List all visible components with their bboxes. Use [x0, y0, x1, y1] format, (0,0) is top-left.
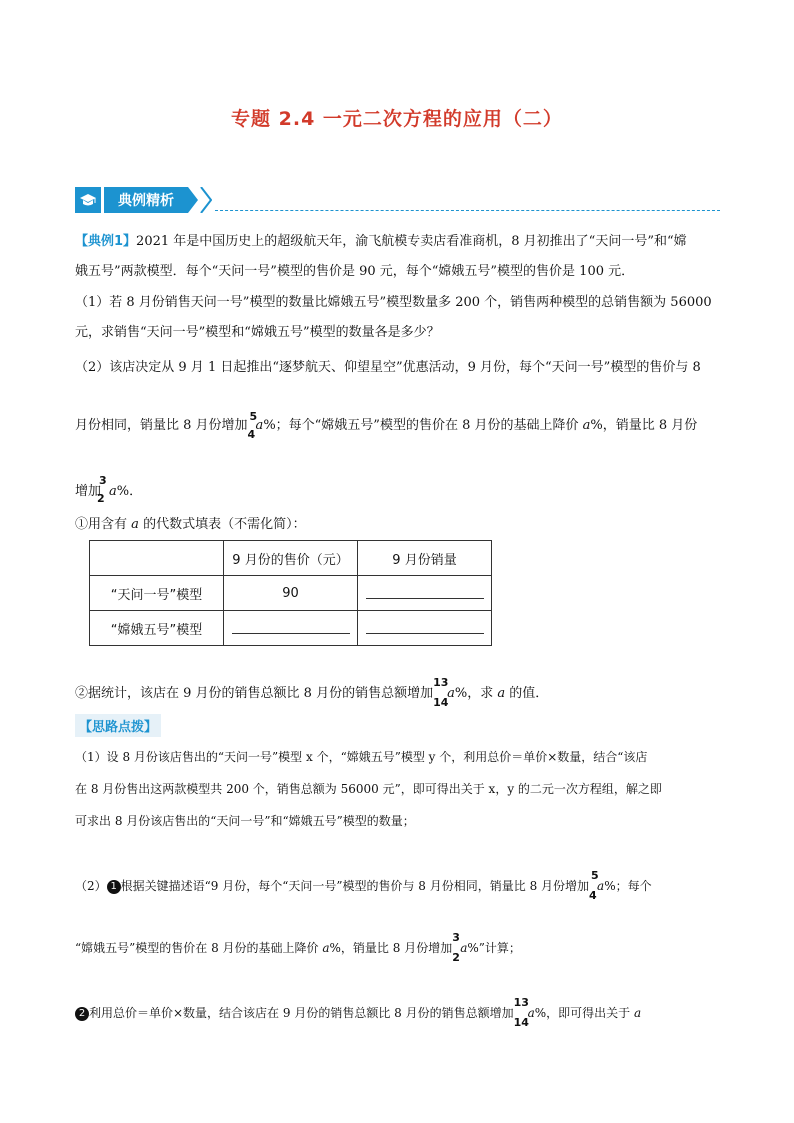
circled-number-1: 1 [107, 880, 121, 894]
table-cell-price: 90 [224, 576, 358, 611]
graduation-cap-icon [75, 187, 101, 213]
example-intro-line1: 【典例1】2021 年是中国历史上的超级航天年，渝飞航模专卖店看准商机，8 月初推出了“天问一号”和“嫦 [75, 234, 687, 249]
hint-line2: 在 8 月份售出这两款模型共 200 个，销售总额为 56000 元”，即可得出关于 x，y 的二元一次方程组，解之即 [75, 782, 662, 796]
section-banner [75, 187, 210, 213]
hint-line3: 可求出 8 月份该店售出的“天问一号”和“嫦娥五号”模型的数量； [75, 814, 415, 828]
question1-line1: （1）若 8 月份销售天问一号”模型的数量比嫦娥五号”模型数量多 200 个，销售两种模型的总销售额为 56000 [75, 295, 712, 310]
table-row-label: “天问一号”模型 [90, 576, 224, 611]
question2-line2: 月份相同，销量比 8 月份增加 5 4 a%；每个“嫦娥五号”模型的售价在 8 月份的基础上降价 a%，销量比 8 月份 [75, 410, 698, 441]
question1-line2: 元，求销售“天问一号”模型和“嫦娥五号”模型的数量各是多少？ [75, 325, 440, 340]
table-cell-blank[interactable] [358, 576, 492, 611]
hint-label: 【思路点拨】 [75, 714, 161, 737]
question2-line3: 增加 3 2 a%． [75, 474, 143, 505]
table-row-label: “嫦娥五号”模型 [90, 611, 224, 646]
table-cell-blank[interactable] [358, 611, 492, 646]
table-header-empty [90, 541, 224, 576]
banner-arrow-outline [200, 187, 210, 213]
page-title: 专题 2.4 一元二次方程的应用（二） [231, 108, 563, 130]
example-label: 【典例1】 [75, 234, 137, 249]
fill-in-table [89, 540, 492, 646]
table-header-price: 9 月份的售价（元） [224, 541, 358, 576]
hint-line1: （1）设 8 月份该店售出的“天问一号”模型 x 个，“嫦娥五号”模型 y 个，利用总价＝单价×数量，结合“该店 [75, 750, 648, 764]
circled-number-2: 2 [75, 1007, 89, 1021]
part2-instruction: ②据统计，该店在 9 月份的销售总额比 8 月份的销售总额增加 13 14 a%，求 a 的值． [75, 676, 549, 709]
section-divider [215, 210, 720, 211]
example-intro-line2: 娥五号”两款模型．每个“天问一号”模型的售价是 90 元，每个“嫦娥五号”模型的售价是 100 元． [75, 264, 635, 279]
banner-arrow [188, 187, 198, 213]
part1-instruction: ①用含有 a 的代数式填表（不需化简）： [75, 517, 306, 532]
hint-line4: （2） 1 根据关键描述语“9 月份，每个“天问一号”模型的售价与 8 月份相同，销量比 8 月份增加 5 4 a%；每个 [75, 869, 652, 902]
table-header-sales: 9 月份销量 [358, 541, 492, 576]
banner-label: 典例精析 [104, 187, 188, 213]
hint-line5: “嫦娥五号”模型的售价在 8 月份的基础上降价 a%，销量比 8 月份增加 3 2 a%”计算； [75, 931, 521, 964]
question2-line1: （2）该店决定从 9 月 1 日起推出“逐梦航天、仰望星空”优惠活动，9 月份，每个“天问一号”模型的售价与 8 [75, 360, 701, 375]
hint-line6: 2 利用总价＝单价×数量，结合该店在 9 月份的销售总额比 8 月份的销售总额增加 13 14 a%，即可得出关于 a [75, 1003, 641, 1023]
table-cell-blank[interactable] [224, 611, 358, 646]
